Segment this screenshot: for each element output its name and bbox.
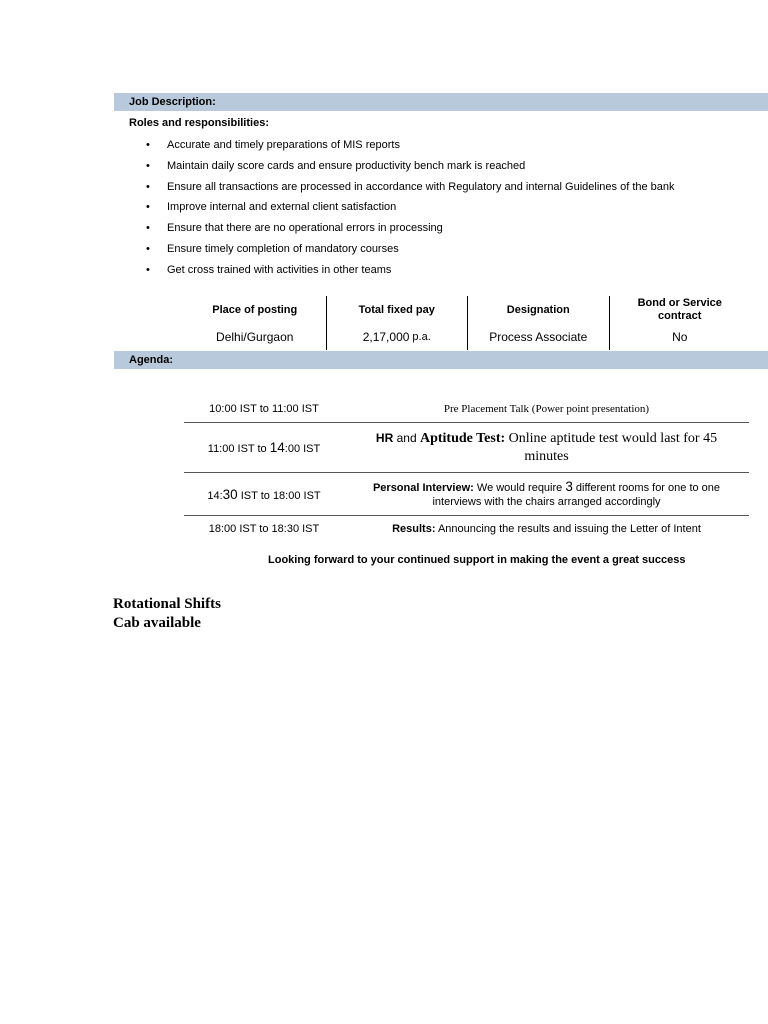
posting-col-bond: [609, 296, 751, 350]
list-item: • Ensure timely completion of mandatory courses: [146, 242, 399, 255]
posting-header: Place of posting: [212, 303, 298, 316]
posting-pay-value: 2,17,000 p.a.: [362, 330, 431, 344]
posting-designation-value: Process Associate: [489, 330, 588, 344]
agenda-band: [114, 351, 768, 369]
list-item: • Ensure all transactions are processed in accordance with Regulatory and internal Guidelines of the bank: [146, 180, 675, 193]
job-description-band: [114, 93, 768, 111]
posting-place-value: Delhi/Gurgaon: [216, 330, 294, 344]
bullet-icon: •: [146, 201, 150, 214]
roles-list: [146, 137, 675, 283]
bullet-icon: •: [146, 242, 150, 255]
agenda-time: 10:00 IST to 11:00 IST: [209, 402, 319, 415]
bullet-icon: •: [146, 222, 150, 235]
posting-table: [184, 296, 750, 350]
posting-col-designation: [467, 296, 609, 350]
bullet-icon: •: [146, 180, 150, 193]
list-item: • Maintain daily score cards and ensure productivity bench mark is reached: [146, 159, 526, 172]
extra-cab-available: Cab available: [113, 615, 201, 631]
agenda-row: [184, 515, 749, 542]
posting-col-pay: [326, 296, 468, 350]
list-item: • Ensure that there are no operational errors in processing: [146, 222, 443, 235]
job-description-heading: Job Description:: [129, 96, 216, 108]
closing-note: Looking forward to your continued support in making the event a great success: [268, 554, 686, 566]
extra-rotational-shifts: Rotational Shifts: [113, 596, 221, 612]
posting-header: Bond or Service contract: [637, 297, 722, 322]
agenda-desc: HR and Aptitude Test: Online aptitude test would last for 45 minutes: [375, 431, 718, 464]
list-item: • Get cross trained with activities in other teams: [146, 263, 392, 276]
posting-header: Total fixed pay: [358, 303, 435, 316]
bullet-icon: •: [146, 139, 150, 151]
agenda-time: 14:30 IST to 18:00 IST: [207, 486, 321, 502]
agenda-row: [184, 395, 749, 422]
agenda-table: [184, 395, 749, 542]
agenda-desc: Pre Placement Talk (Power point presentation): [443, 402, 650, 415]
posting-col-place: [184, 296, 326, 350]
bullet-icon: •: [146, 159, 150, 172]
posting-bond-value: No: [672, 330, 688, 344]
agenda-desc: Personal Interview: We would require 3 different rooms for one to one interviews with the chairs arranged accordingly: [372, 478, 721, 508]
posting-header: Designation: [506, 303, 570, 316]
agenda-row: [184, 422, 749, 472]
agenda-desc: Results: Announcing the results and issuing the Letter of Intent: [392, 523, 701, 535]
list-item: • Improve internal and external client satisfaction: [146, 201, 397, 214]
agenda-heading: Agenda:: [129, 354, 173, 366]
agenda-time: 11:00 IST to 14:00 IST: [207, 440, 321, 455]
extras-notes: [113, 595, 221, 633]
roles-heading: Roles and responsibilities:: [129, 117, 269, 129]
bullet-icon: •: [146, 263, 150, 276]
agenda-row: [184, 472, 749, 515]
agenda-time: 18:00 IST to 18:30 IST: [208, 523, 320, 535]
list-item: • Accurate and timely preparations of MIS reports: [146, 139, 400, 151]
